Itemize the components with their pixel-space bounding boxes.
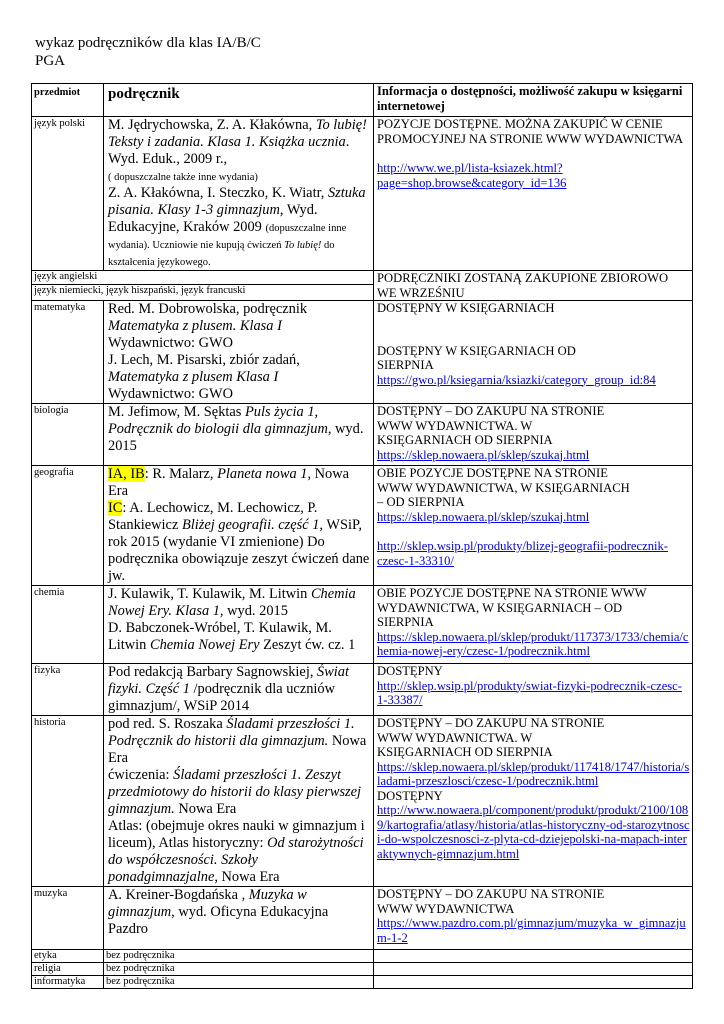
info-cell: DOSTĘPNY http://sklep.wsip.pl/produkty/swiat-fizyki-podrecznik-czesc-1-33387/ bbox=[374, 664, 693, 716]
table-header-row bbox=[32, 84, 693, 117]
shop-link[interactable]: http://sklep.wsip.pl/produkty/swiat-fizyki-podrecznik-czesc-1-33387/ bbox=[377, 678, 682, 707]
table-row bbox=[32, 271, 693, 285]
textbook-cell: bez podręcznika bbox=[104, 950, 374, 963]
subject-cell: etyka bbox=[32, 950, 104, 963]
shop-link[interactable]: http://sklep.wsip.pl/produkty/blizej-geografii-podrecznik-czesc-1-33310/ bbox=[377, 539, 668, 568]
info-cell bbox=[374, 963, 693, 976]
shop-link[interactable]: http://www.we.pl/lista-ksiazek.html?page=shop.browse&category_id=136 bbox=[377, 161, 567, 190]
shop-link[interactable]: https://www.pazdro.com.pl/gimnazjum/muzyka_w_gimnazjum-1-2 bbox=[377, 916, 686, 945]
column-header-info: Informacja o dostępności, możliwość zakupu w księgarni internetowej bbox=[374, 84, 693, 117]
document-title: wykaz podręczników dla klas IA/B/C bbox=[35, 35, 261, 51]
table-row bbox=[32, 466, 693, 586]
subject-cell: muzyka bbox=[32, 887, 104, 950]
table-row bbox=[32, 664, 693, 716]
textbook-cell: IA, IB: R. Malarz, Planeta nowa 1, Nowa Era IC: A. Lechowicz, M. Lechowicz, P. Stankiewicz Bliżej geografii. część 1, WSiP, rok 2015 (wydanie VI zmienione) Do podręcznika obowiązuje zeszyt ćwiczeń dane jw. bbox=[104, 466, 374, 586]
subject-cell: matematyka bbox=[32, 301, 104, 404]
textbook-cell: J. Kulawik, T. Kulawik, M. Litwin Chemia Nowej Ery. Klasa 1, wyd. 2015 D. Babczonek-Wróbel, T. Kulawik, M. Litwin Chemia Nowej Ery Zeszyt ćw. cz. 1 bbox=[104, 586, 374, 664]
shop-link[interactable]: https://sklep.nowaera.pl/sklep/produkt/117418/1747/historia/sladami-przeszlosci/czesc-1/podrecznik.html bbox=[377, 759, 690, 788]
subject-cell: religia bbox=[32, 963, 104, 976]
info-cell: DOSTĘPNY W KSIĘGARNIACH DOSTĘPNY W KSIĘGARNIACH OD SIERPNIA https://gwo.pl/ksiegarnia/ksiazki/category_group_id:84 bbox=[374, 301, 693, 404]
subject-cell: język angielski bbox=[32, 271, 374, 285]
atlas-link[interactable]: http://www.nowaera.pl/component/produkt/produkt/2100/1089/kartografia/atlasy/historia/atlas-historyczny-od-starozytnosci-do-wspolczesnosci-z-plyta-cd-dziejepolski-na-mapach-interaktywnych-gimnazjum.html bbox=[377, 803, 690, 861]
document-header bbox=[35, 34, 261, 70]
table-row bbox=[32, 976, 693, 989]
class-highlight: IA, IB bbox=[108, 466, 145, 482]
info-cell: DOSTĘPNY – DO ZAKUPU NA STRONIE WWW WYDAWNICTWA https://www.pazdro.com.pl/gimnazjum/muzyka_w_gimnazjum-1-2 bbox=[374, 887, 693, 950]
info-cell: DOSTĘPNY – DO ZAKUPU NA STRONIE WWW WYDAWNICTWA. W KSIĘGARNIACH OD SIERPNIA https://sklep.nowaera.pl/sklep/produkt/117418/1747/historia/sladami-przeszlosci/czesc-1/podrecznik.html DOSTĘPNY http://www.nowaera.pl/component/produkt/produkt/2100/1089/kartografia/atlasy/historia/atlas-historyczny-od-starozytnosci-do-wspolczesnosci-z-plyta-cd-dziejepolski-na-mapach-interaktywnych-gimnazjum.html bbox=[374, 716, 693, 887]
textbook-cell: M. Jędrychowska, Z. A. Kłakówna, To lubię! Teksty i zadania. Klasa 1. Książka ucznia. Wyd. Eduk., 2009 r., ( dopuszczalne także inne wydania) Z. A. Kłakówna, I. Steczko, K. Wiatr, Sztuka pisania. Klasy 1-3 gimnazjum, Wyd. Edukacyjne, Kraków 2009 (dopuszczalne inne wydania). Uczniowie nie kupują ćwiczeń To lubię! do kształcenia językowego. bbox=[104, 117, 374, 271]
column-header-subject: przedmiot bbox=[32, 84, 104, 117]
shop-link[interactable]: https://sklep.nowaera.pl/sklep/szukaj.html bbox=[377, 447, 590, 462]
table-row bbox=[32, 963, 693, 976]
table-row bbox=[32, 887, 693, 950]
textbook-cell: bez podręcznika bbox=[104, 976, 374, 989]
table-row bbox=[32, 950, 693, 963]
document-subtitle: PGA bbox=[35, 53, 66, 69]
table-row bbox=[32, 117, 693, 271]
subject-cell: historia bbox=[32, 716, 104, 887]
textbook-cell: Pod redakcją Barbary Sagnowskiej, Świat fizyki. Część 1 /podręcznik dla uczniów gimnazjum/, WSiP 2014 bbox=[104, 664, 374, 716]
textbook-cell: bez podręcznika bbox=[104, 963, 374, 976]
info-cell bbox=[374, 950, 693, 963]
subject-cell: język niemiecki, język hiszpański, język francuski bbox=[32, 285, 374, 301]
textbook-table bbox=[31, 83, 693, 989]
table-row bbox=[32, 586, 693, 664]
subject-cell: fizyka bbox=[32, 664, 104, 716]
info-cell bbox=[374, 976, 693, 989]
textbook-cell: M. Jefimow, M. Sęktas Puls życia 1, Podręcznik do biologii dla gimnazjum, wyd. 2015 bbox=[104, 404, 374, 466]
info-cell: PODRĘCZNIKI ZOSTANĄ ZAKUPIONE ZBIOROWO WE WRZEŚNIU bbox=[374, 271, 693, 301]
info-cell: OBIE POZYCJE DOSTĘPNE NA STRONIE WWW WYDAWNICTWA, W KSIĘGARNIACH – OD SIERPNIA https://sklep.nowaera.pl/sklep/szukaj.html http://sklep.wsip.pl/produkty/blizej-geografii-podrecznik-czesc-1-33310/ bbox=[374, 466, 693, 586]
subject-cell: chemia bbox=[32, 586, 104, 664]
subject-cell: język polski bbox=[32, 117, 104, 271]
subject-cell: informatyka bbox=[32, 976, 104, 989]
shop-link[interactable]: https://sklep.nowaera.pl/sklep/produkt/117373/1733/chemia/chemia-nowej-ery/czesc-1/podrecznik.html bbox=[377, 629, 689, 658]
info-cell: DOSTĘPNY – DO ZAKUPU NA STRONIE WWW WYDAWNICTWA. W KSIĘGARNIACH OD SIERPNIA https://sklep.nowaera.pl/sklep/szukaj.html bbox=[374, 404, 693, 466]
subject-cell: geografia bbox=[32, 466, 104, 586]
info-cell: POZYCJE DOSTĘPNE. MOŻNA ZAKUPIĆ W CENIE PROMOCYJNEJ NA STRONIE WWW WYDAWNICTWA http://www.we.pl/lista-ksiazek.html?page=shop.browse&category_id=136 bbox=[374, 117, 693, 271]
column-header-textbook: podręcznik bbox=[104, 84, 374, 117]
info-cell: OBIE POZYCJE DOSTĘPNE NA STRONIE WWW WYDAWNICTWA, W KSIĘGARNIACH – OD SIERPNIA https://sklep.nowaera.pl/sklep/produkt/117373/1733/chemia/chemia-nowej-ery/czesc-1/podrecznik.html bbox=[374, 586, 693, 664]
table-row bbox=[32, 301, 693, 404]
table-row bbox=[32, 404, 693, 466]
textbook-cell: pod red. S. Roszaka Śladami przeszłości 1. Podręcznik do historii dla gimnazjum. Nowa Era ćwiczenia: Śladami przeszłości 1. Zeszyt przedmiotowy do historii do klasy pierwszej gimnazjum. Nowa Era Atlas: (obejmuje okres nauki w gimnazjum i liceum), Atlas historyczny: Od starożytności do współczesności. Szkoły ponadgimnazjalne, Nowa Era bbox=[104, 716, 374, 887]
shop-link[interactable]: https://sklep.nowaera.pl/sklep/szukaj.html bbox=[377, 509, 590, 524]
textbook-cell: A. Kreiner-Bogdańska , Muzyka w gimnazjum, wyd. Oficyna Edukacyjna Pazdro bbox=[104, 887, 374, 950]
subject-cell: biologia bbox=[32, 404, 104, 466]
table-row bbox=[32, 716, 693, 887]
textbook-cell: Red. M. Dobrowolska, podręcznik Matematyka z plusem. Klasa I Wydawnictwo: GWO J. Lech, M. Pisarski, zbiór zadań, Matematyka z plusem Klasa I Wydawnictwo: GWO bbox=[104, 301, 374, 404]
shop-link[interactable]: https://gwo.pl/ksiegarnia/ksiazki/category_group_id:84 bbox=[377, 372, 656, 387]
class-highlight: IC bbox=[108, 500, 123, 516]
